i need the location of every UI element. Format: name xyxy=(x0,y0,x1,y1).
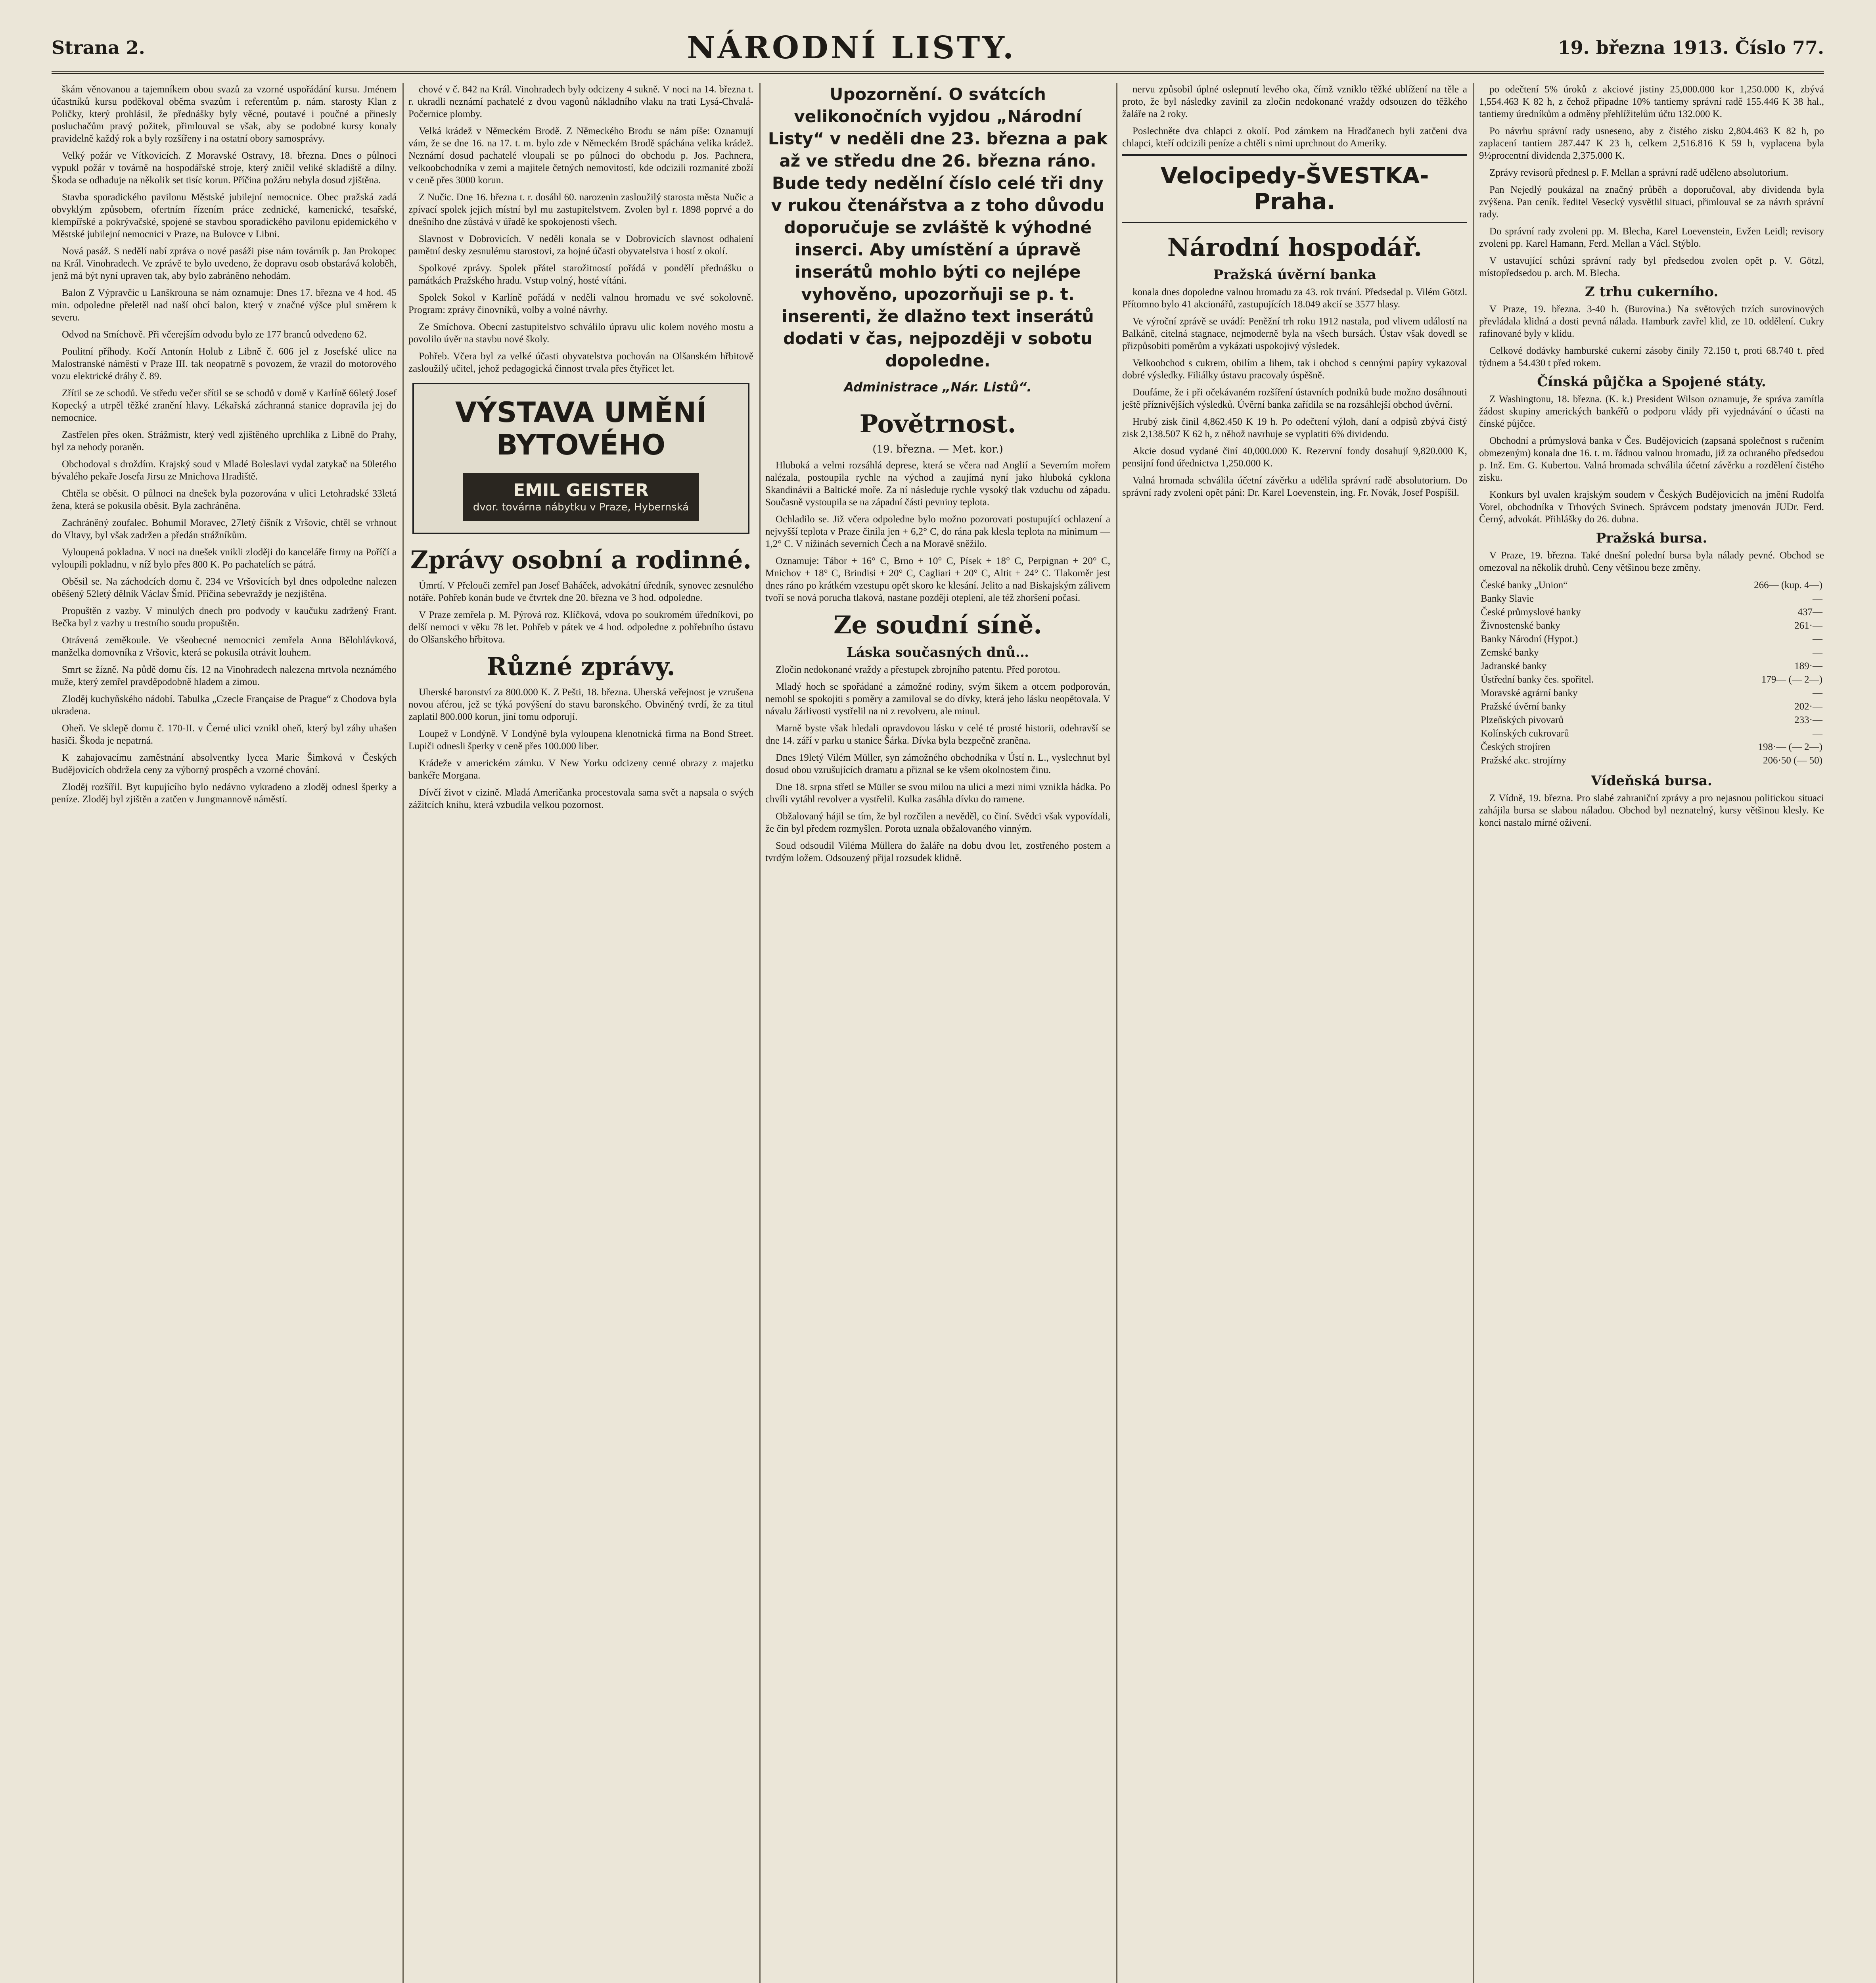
news-paragraph: Doufáme, že i při očekávaném rozšíření ústavních podniků bude možno dosáhnouti ještě příznivějších výsledků. Úvěrní banka zařídila se na rozsáhlejší obchod úvěrní. xyxy=(1122,387,1467,410)
news-paragraph: Celkové dodávky hamburské cukerní zásoby činily 72.150 t, proti 68.740 t. před týdnem a 54.430 t před rokem. xyxy=(1479,345,1824,368)
news-paragraph: Poulitní příhody. Kočí Antonín Holub z Libně č. 606 jel z Josefské ulice na Malostranské náměstí v Praze III. tak neopatrně s povozem, že vrazil do motorového vozu elektrické dráhy č. 89. xyxy=(52,346,397,382)
news-paragraph: Chtěla se oběsit. O půlnoci na dnešek byla pozorována v ulici Letohradské 33letá žena, která se pokusila oběsit. Byla zachráněna. xyxy=(52,488,397,511)
news-paragraph: Oheň. Ve sklepě domu č. 170-II. v Černé ulici vznikl oheň, který byl záhy uhašen hasiči. Škoda je nepatrná. xyxy=(52,723,397,746)
news-paragraph: škám věnovanou a tajemníkem obou svazů za vzorné uspořádání kursu. Jménem účastníků kursu poděkoval oběma svazům i referentům p. nám. starosty Klan z Poličky, který prohlásil, že přednášky byly věcné, poutavé i poučné a přinesly posluchačům pravý požitek, přimlouval se však, aby se podobné kursy konaly pravidelně každý rok a byly rozšířeny i na ostatní obory samosprávy. xyxy=(52,84,397,144)
news-paragraph: nervu způsobil úplné oslepnutí levého oka, čímž vzniklo těžké ublížení na těle a proto, že byl následky zavinil za zločin nedokonané vraždy odsouzen do těžkého žaláře na 2 roky. xyxy=(1122,84,1467,119)
stock-value: 266— (kup. 4—) xyxy=(1754,580,1822,591)
news-paragraph: Hrubý zisk činil 4,862.450 K 19 h. Po odečtení výloh, daní a odpisů zbývá čistý zisk 2,138.507 K 62 h, z něhož navrhuje se vyplatiti 6% dividendu. xyxy=(1122,416,1467,439)
news-paragraph: Zastřelen přes oken. Strážmistr, který vedl zjištěného uprchlíka z Libně do Prahy, byl za nehody poraněn. xyxy=(52,430,397,453)
stock-value: 202·— xyxy=(1794,701,1822,712)
table-row xyxy=(1479,633,1824,646)
news-paragraph: Zachráněný zoufalec. Bohumil Moravec, 27letý číšník z Vršovic, chtěl se vrhnout do Vltavy, byl však zadržen a předán strážníkům. xyxy=(52,518,397,541)
column-4 xyxy=(1122,83,1467,1983)
news-paragraph: Spolek Sokol v Karlíně pořádá v neděli valnou hromadu ve své sokolovně. Program: zprávy činovníků, volby a volné návrhy. xyxy=(408,292,753,315)
news-paragraph: V ustavující schůzi správní rady byl předsedou zvolen opět p. V. Götzl, místopředsedou p. arch. M. Blecha. xyxy=(1479,255,1824,278)
news-paragraph: Úmrtí. V Přelouči zemřel pan Josef Baháček, advokátní úředník, synovec zesnulého notáře. Pohřeb konán bude ve čtvrtek dne 20. března ve 3 hod. odpoledne. xyxy=(408,580,753,603)
table-row xyxy=(1479,740,1824,754)
local-news xyxy=(52,83,397,805)
stock-value: — xyxy=(1813,647,1822,658)
stock-value: 233·— xyxy=(1794,715,1822,725)
news-paragraph: Loupež v Londýně. V Londýně byla vyloupena klenotnická firma na Bond Street. Lupiči odnesli šperky v ceně přes 100.000 liber. xyxy=(408,729,753,752)
bank-subheading: Pražská úvěrní banka xyxy=(1213,267,1376,283)
news-paragraph: Ze Smíchova. Obecní zastupitelstvo schválilo úpravu ulic kolem nového mostu a povolilo úvěr na stavbu nové školy. xyxy=(408,322,753,345)
section-heading-sugar: Z trhu cukerního. xyxy=(1585,284,1719,300)
stock-value: — xyxy=(1813,688,1822,698)
news-paragraph: Zřítil se ze schodů. Ve středu večer sřítil se se schodů v domě v Karlíně 66letý Josef Kopecký a utrpěl těžké zranění hlavy. Lékařská záchranná stanice dopravila jej do nemocnice. xyxy=(52,388,397,423)
stock-name: Pražské úvěrní banky xyxy=(1481,701,1566,712)
news-paragraph: Valná hromada schválila účetní závěrku a udělila správní radě absolutorium. Do správní rady zvoleni opět páni: Dr. Karel Loevenstein, ing. Fr. Novák, Josef Pospíšil. xyxy=(1122,475,1467,498)
column-2 xyxy=(408,83,753,1983)
stock-value: 206·50 (— 50) xyxy=(1763,755,1822,766)
stock-value: 189·— xyxy=(1794,661,1822,671)
news-paragraph: Propuštěn z vazby. V minulých dnech pro podvody v kaučuku zadržený Frant. Bečka byl z vazby u trestního soudu propuštěn. xyxy=(52,606,397,629)
news-paragraph: Obchodní a průmyslová banka v Čes. Budějovicích (zapsaná společnost s ručením obmezeným) konala dne 16. t. m. řádnou valnou hromadu, již za ochraného předsedou p. Inž. Em. G. Kubertou. Valná hromada schválila účetní závěrku a rozdělení čistého zisku. xyxy=(1479,435,1824,483)
news-paragraph: Marně byste však hledali opravdovou lásku v celé té prosté historii, odehravší se dne 14. září v parku u stanice Šárka. Dívka byla bezpečně zraněna. xyxy=(765,723,1110,746)
news-paragraph: Konkurs byl uvalen krajským soudem v Českých Budějovicích na jmění Rudolfa Vorel, obchodníka v Trhových Svinech. Správcem podstaty jmenován JUDr. Ferd. Černý, advokát. Přihlášky do 26. dubna. xyxy=(1479,489,1824,525)
ad-title: VÝSTAVA UMĚNÍ BYTOVÉHO xyxy=(455,396,707,461)
stock-value: — xyxy=(1813,634,1822,644)
stock-name: Plzeňských pivovarů xyxy=(1481,715,1564,725)
holiday-notice xyxy=(765,83,1110,398)
page-header xyxy=(52,24,1824,74)
stock-name: Banky Národní (Hypot.) xyxy=(1481,634,1578,644)
news-paragraph: Soud odsoudil Viléma Müllera do žaláře na dobu dvou let, zostřeného postem a tvrdým ložem. Odsouzený přijal rozsudek klidně. xyxy=(765,840,1110,863)
table-row xyxy=(1479,579,1824,592)
news-paragraph: Obžalovaný hájil se tím, že byl rozčilen a nevěděl, co činí. Svědci však vypovídali, že čin byl předem rozmyšlen. Porota uznala obžalovaného vinným. xyxy=(765,811,1110,834)
stock-value: 179— (— 2—) xyxy=(1761,674,1822,685)
news-paragraph: Z Vídně, 19. března. Pro slabé zahraniční zprávy a pro nejasnou politickou situaci zahájila bursa se slabou náladou. Obchod byl neznatelný, kursy většinou klesly. Ke konci nastalo mírné oživení. xyxy=(1479,793,1824,828)
stock-value: 198·— (— 2—) xyxy=(1758,742,1822,752)
news-paragraph: K zahajovacímu zaměstnání absolventky lycea Marie Šimková v Českých Budějovicích obdržela ceny za výborný prospěch a vzorné chování. xyxy=(52,752,397,775)
table-row xyxy=(1479,619,1824,633)
news-paragraph: Oběsil se. Na záchodcích domu č. 234 ve Vršovicích byl dnes odpoledne nalezen oběšený 52letý dělník Václav Šmíd. Příčina sebevraždy je nezjištěna. xyxy=(52,576,397,599)
news-paragraph: Pan Nejedlý poukázal na značný průběh a doporučoval, aby dividenda byla zvýšena. Pan ceník. ředitel Vesecký vysvětlil situaci, přimlouval se za návrh správní rady. xyxy=(1479,184,1824,220)
section-heading-economy: Národní hospodář. xyxy=(1167,233,1422,262)
table-row xyxy=(1479,687,1824,700)
news-paragraph: Z Washingtonu, 18. března. (K. k.) President Wilson oznamuje, že správa zamítla žádost skupiny amerických bankéřů o podporu vlády při vyjednávání o účasti na čínské půjčce. xyxy=(1479,394,1824,429)
news-paragraph: Smrt se žízně. Na půdě domu čís. 12 na Vinohradech nalezena mrtvola neznámého muže, který zemřel pravděpodobně hladem a zimou. xyxy=(52,664,397,687)
stock-name: Živnostenské banky xyxy=(1481,620,1560,631)
table-row xyxy=(1479,606,1824,619)
column-1 xyxy=(52,83,397,1983)
section-heading-court: Ze soudní síně. xyxy=(834,610,1042,639)
news-paragraph: V Praze, 19. března. 3-40 h. (Burovina.) Na světových trzích surovinových převládala klidná a dosti pevná nálada. Hamburk zavřel klid, ze 10. oddělení. Cukry rafinované byly v klidu. xyxy=(1479,304,1824,339)
news-paragraph: Do správní rady zvoleni pp. M. Blecha, Karel Loevenstein, Evžen Leidl; revisory zvoleni pp. Karel Hamann, Ferd. Mellan a Václ. Stýblo. xyxy=(1479,226,1824,249)
news-paragraph: Balon Z Výpravčic u Lanškrouna se nám oznamuje: Dnes 17. března ve 4 hod. 45 min. odpoledne přeletěl nad naší obcí balon, který v značné výšce plul směrem k severu. xyxy=(52,288,397,323)
news-paragraph: Spolkové zprávy. Spolek přátel starožitností pořádá v pondělí přednášku o památkách Pražského hradu. Vstup volný, hosté vítáni. xyxy=(408,263,753,286)
news-paragraph: Dne 18. srpna střetl se Müller se svou milou na ulici a mezi nimi vznikla hádka. Po chvíli vytáhl revolver a vystřelil. Kulka zasáhla dívku do ramene. xyxy=(765,782,1110,805)
news-paragraph: Oznamuje: Tábor + 16° C, Brno + 10° C, Písek + 18° C, Perpignan + 20° C, Mnichov + 18° C, Brindisi + 20° C, Cagliari + 20° C, Altit + 24° C. Tlakoměr jest dnes ráno po krátkém vzestupu opět skoro ke klesání. Jelito a nad Biskajským zálivem tvoří se nová porucha tlaková, nastane později oteplení, ale též zhoršení počasí. xyxy=(765,556,1110,603)
stock-value: — xyxy=(1813,593,1822,604)
stock-value: 437— xyxy=(1797,607,1822,618)
news-paragraph: Slavnost v Dobrovicích. V neděli konala se v Dobrovicích slavnost odhalení pamětní desky zesnulému starostovi, za hojné účasti obyvatelstva i hostí z okolí. xyxy=(408,234,753,257)
news-paragraph: Velká krádež v Německém Brodě. Z Německého Brodu se nám píše: Oznamují vám, že se dne 16. na 17. t. m. bylo zde v Německém Brodě spáchána velika krádež. Neznámí dosud pachatelé vloupali se po půlnoci do obchodu p. Jos. Pachnera, velkoobchodníka v zemi a majitele četných nemovitostí, kde odcizili rozmanité zboží v ceně přes 3000 korun. xyxy=(408,126,753,186)
notice-text: Upozornění. O svátcích velikonočních vyjdou „Národní Listy“ v neděli dne 23. března a pak až ve středu dne 26. března ráno. Bude tedy nedělní číslo celé tři dny v rukou čtenářstva a z toho důvodu doporučuje se zvláště k výhodné inserci. Aby umístění a úpravě inserátů mohlo býti co nejlépe vyhověno, upozorňuji se p. t. inserenti, že dlažno text inserátů dodati v čas, nejpozději v sobotu dopoledne. xyxy=(768,84,1108,370)
news-paragraph: Po návrhu správní rady usneseno, aby z čistého zisku 2,804.463 K 82 h, po zaplacení tantiem 287.447 K 23 h, celkem 2,516.816 K 59 h, vyplacena byla 9½procentní dividenda 2,375.000 K. xyxy=(1479,126,1824,161)
column-3 xyxy=(765,83,1110,1983)
weather-subtitle: (19. března. — Met. kor.) xyxy=(872,443,1003,455)
column-5 xyxy=(1479,83,1824,1983)
article-columns xyxy=(52,83,1824,1983)
stock-name: Zemské banky xyxy=(1481,647,1539,658)
news-paragraph: Akcie dosud vydané činí 40,000.000 K. Rezervní fondy dosahují 9,820.000 K, pensijní fond úřednictva 1,250.000 K. xyxy=(1122,446,1467,469)
table-row xyxy=(1479,673,1824,687)
news-paragraph: konala dnes dopoledne valnou hromadu za 43. rok trvání. Předsedal p. Vilém Götzl. Přítomno bylo 41 akcionářů, zastupujících 18.049 akcií se 3577 hlasy. xyxy=(1122,287,1467,310)
news-paragraph: Dívčí život v cizině. Mladá Američanka procestovala sama svět a napsala o svých zážitcích knihu, která vzbudila velkou pozornost. xyxy=(408,787,753,810)
exhibition-advertisement xyxy=(412,383,749,534)
news-paragraph: V Praze, 19. března. Také dnešní polední bursa byla nálady pevné. Obchod se omezoval na několik druhů. Ceny většinou beze změny. xyxy=(1479,550,1824,573)
news-paragraph: Zločin nedokonané vraždy a přestupek zbrojního patentu. Před porotou. xyxy=(776,664,1060,675)
court-subheading: Láska současných dnů… xyxy=(847,644,1029,660)
news-paragraph: Krádeže v americkém zámku. V New Yorku odcizeny cenné obrazy z majetku bankéře Morgana. xyxy=(408,758,753,781)
column-divider xyxy=(1473,83,1474,1983)
news-paragraph: Zloděj rozšířil. Byt kupujícího bylo nedávno vykradeno a zloděj odnesl šperky a peníze. Zloděj byl zjištěn a zatčen v Jungmannově náměstí. xyxy=(52,782,397,805)
stock-name: Jadranské banky xyxy=(1481,661,1546,671)
table-row xyxy=(1479,646,1824,660)
column-divider xyxy=(1116,83,1117,1983)
section-heading-personal: Zprávy osobní a rodinné. xyxy=(410,545,752,574)
news-paragraph: Velký požár ve Vítkovicích. Z Moravské Ostravy, 18. března. Dnes o půlnoci vypukl požár v továrně na hospodářské stroje, který zničil veliké skladiště a dílny. Škoda se odhaduje na několik set tisíc korun. Příčina požáru nebyla dosud zjištěna. xyxy=(52,150,397,186)
table-row xyxy=(1479,754,1824,767)
stock-name: České banky „Union“ xyxy=(1481,580,1568,591)
news-paragraph: Stavba sporadického pavilonu Městské jubilejní nemocnice. Obec pražská zadá obvyklým způsobem, ofertním řízením práce zednické, kamenické, tesařské, klempířské a pokrývačské, spojené se stavbou sporadického pavilonu epidemického v Městské jubilejní nemocnici v Praze, na Bulovce v Libni. xyxy=(52,192,397,240)
news-paragraph: Otrávená zeměkoule. Ve všeobecné nemocnici zemřela Anna Bělohlávková, manželka domovníka z Vršovic, která se pokusila otrávit louhem. xyxy=(52,635,397,658)
table-row xyxy=(1479,660,1824,673)
news-paragraph: Odvod na Smíchově. Při včerejším odvodu bylo ze 177 branců odvedeno 62. xyxy=(62,329,367,340)
news-paragraph: Uherské baronství za 800.000 K. Z Pešti, 18. března. Uherská veřejnost je vzrušena novou aférou, jež se týká povýšení do stavu baronského. Obviněný tvrdí, že za titul zaplatil 800.000 korun, jiní tomu odporují. xyxy=(408,687,753,722)
table-row xyxy=(1479,713,1824,727)
news-paragraph: Mladý hoch se spořádané a zámožné rodiny, svým šikem a otcem podporován, nemohl se spokojiti s poměry a zamiloval se do dívky, která jeho lásku neopětovala. V návalu žárlivosti vystřelil na ni z revolveru, ale minul. xyxy=(765,681,1110,717)
ad-brand: EMIL GEISTER xyxy=(513,480,649,501)
news-paragraph: Obchodoval s droždím. Krajský soud v Mladé Boleslavi vydal zatykač na 50letého bývalého pekaře Josefa Jirsu ze Mnichova Hradiště. xyxy=(52,459,397,482)
stock-name: Moravské agrární banky xyxy=(1481,688,1578,698)
news-paragraph: Hluboká a velmi rozsáhlá deprese, která se včera nad Anglií a Severním mořem nalézala, postoupila rychle na východ a zaujímá nyní jako hluboká cyklona Skandinávii a Baltické moře. Za ní následuje rychle vysoký tlak vzduchu od západu. Současně vystoupila se na západní části pevniny teplota. xyxy=(765,460,1110,508)
masthead-title: NÁRODNÍ LISTY. xyxy=(687,29,1016,66)
news-paragraph: Dnes 19letý Vilém Müller, syn zámožného obchodníka v Ústí n. L., vyslechnut byl dosud obou vzrušujících dramatu a přiznal se ke všem okolnostem činu. xyxy=(765,752,1110,775)
news-paragraph: Zprávy revisorů přednesl p. F. Mellan a správní radě uděleno absolutorium. xyxy=(1489,167,1789,178)
section-heading-vienna-bourse: Vídeňská bursa. xyxy=(1591,773,1712,789)
section-heading-weather: Povětrnost. xyxy=(859,409,1016,438)
ad-brand-box xyxy=(463,473,699,521)
news-paragraph: chové v č. 842 na Král. Vinohradech byly odcizeny 4 sukně. V noci na 14. března t. r. ukradli neznámí pachatelé z dvou vagonů nákladního vlaku na trati Lysá-Chvalá-Počernice plomby. xyxy=(408,84,753,119)
news-paragraph: Vyloupená pokladna. V noci na dnešek vnikli zloději do kanceláře firmy na Poříčí a vyloupili pokladnu, v níž bylo přes 800 K. Po pachatelích se pátrá. xyxy=(52,547,397,570)
news-paragraph: Ochladilo se. Již včera odpoledne bylo možno pozorovati postupující ochlazení a nejvyšší teplota v Praze činila jen + 6,2° C, do rána pak klesla teplota na minimum — 1,2° C. V nížinách severních Čech a na Moravě sněžilo. xyxy=(765,514,1110,549)
column-divider xyxy=(402,83,404,1983)
news-paragraph: Z Nučic. Dne 16. března t. r. dosáhl 60. narozenin zasloužilý starosta města Nučic a zpívací spolek jejich místní byl mu zastupitelstvem. Zvolen byl r. 1898 poprvé a do dnešního dne zůstává v úřadě ke spokojenosti všech. xyxy=(408,192,753,227)
page-number: Strana 2. xyxy=(52,37,145,58)
issue-date: 19. března 1913. Číslo 77. xyxy=(1558,37,1824,58)
ad-tagline: dvor. továrna nábytku v Praze, Hybernská xyxy=(473,501,689,513)
news-paragraph: po odečtení 5% úroků z akciové jistiny 25,000.000 kor 1,250.000 K, zbývá 1,554.463 K 82 h, z čehož připadne 10% tantiemy správní radě 155.446 K 38 hal., tantiemy úredníkům a odměny přehlížitelům účtu 132.000 K. xyxy=(1479,84,1824,119)
news-paragraph: Pohřeb. Včera byl za velké účasti obyvatelstva pochován na Olšanském hřbitově zasloužilý učitel, jehož pedagogická činnost trvala přes čtyřicet let. xyxy=(408,351,753,374)
bourse-table xyxy=(1479,579,1824,767)
stock-name: Ústřední banky čes. spořitel. xyxy=(1481,674,1594,685)
news-paragraph: V Praze zemřela p. M. Pýrová roz. Klíčková, vdova po soukromém úředníkovi, po delší nemoci v věku 78 let. Pohřeb v pátek ve 4 hod. odpoledne z pohřebního ústavu do Olšanského hřbitova. xyxy=(408,610,753,645)
stock-value: 261·— xyxy=(1794,620,1822,631)
section-heading-misc: Různé zprávy. xyxy=(487,652,675,681)
section-heading-loan: Čínská půjčka a Spojené státy. xyxy=(1537,374,1766,390)
column-divider xyxy=(759,83,761,1983)
stock-value: — xyxy=(1813,728,1822,739)
stock-name: Pražské akc. strojírny xyxy=(1481,755,1566,766)
notice-signature: Administrace „Nár. Listů“. xyxy=(844,380,1032,395)
table-row xyxy=(1479,592,1824,606)
news-paragraph: Ve výroční zprávě se uvádí: Peněžní trh roku 1912 nastala, pod vlivem událostí na Balkáně, citelná stagnace, nejmoderně byla na všech bursách. Ústav však dovedl se přizpůsobiti poměrům a vykázati uspokojivý výsledek. xyxy=(1122,316,1467,351)
stock-name: Českých strojíren xyxy=(1481,742,1550,752)
section-heading-prague-bourse: Pražská bursa. xyxy=(1596,530,1707,546)
news-paragraph: Nová pasáž. S nedělí nabí zpráva o nové pasáži pise nám továrník p. Jan Prokopec na Král. Vinohradech. Ve zprávě te bylo uvedeno, že dopravu osob obstarává koloběh, jenž má být nyní upraven tak, aby bylo zabráněno nehodám. xyxy=(52,246,397,281)
news-paragraph: Zloděj kuchyňského nádobí. Tabulka „Czecle Française de Prague“ z Chodova byla ukradena. xyxy=(52,694,397,717)
news-paragraph: Poslechněte dva chlapci z okolí. Pod zámkem na Hradčanech byli zatčeni dva chlapci, kteří odcizili peníze a chtěli s nimi uprchnout do Ameriky. xyxy=(1122,126,1467,149)
table-row xyxy=(1479,727,1824,740)
stock-name: Kolínských cukrovarů xyxy=(1481,728,1569,739)
stock-name: České průmyslové banky xyxy=(1481,607,1581,618)
velocipede-advertisement: Velocipedy-ŠVESTKA-Praha. xyxy=(1122,154,1467,223)
table-row xyxy=(1479,700,1824,713)
news-paragraph: Velkoobchod s cukrem, obilím a lihem, tak i obchod s cennými papíry vykazoval dobré výsledky. Filiálky ústavu pracovaly úspěšně. xyxy=(1122,358,1467,381)
stock-name: Banky Slavie xyxy=(1481,593,1534,604)
